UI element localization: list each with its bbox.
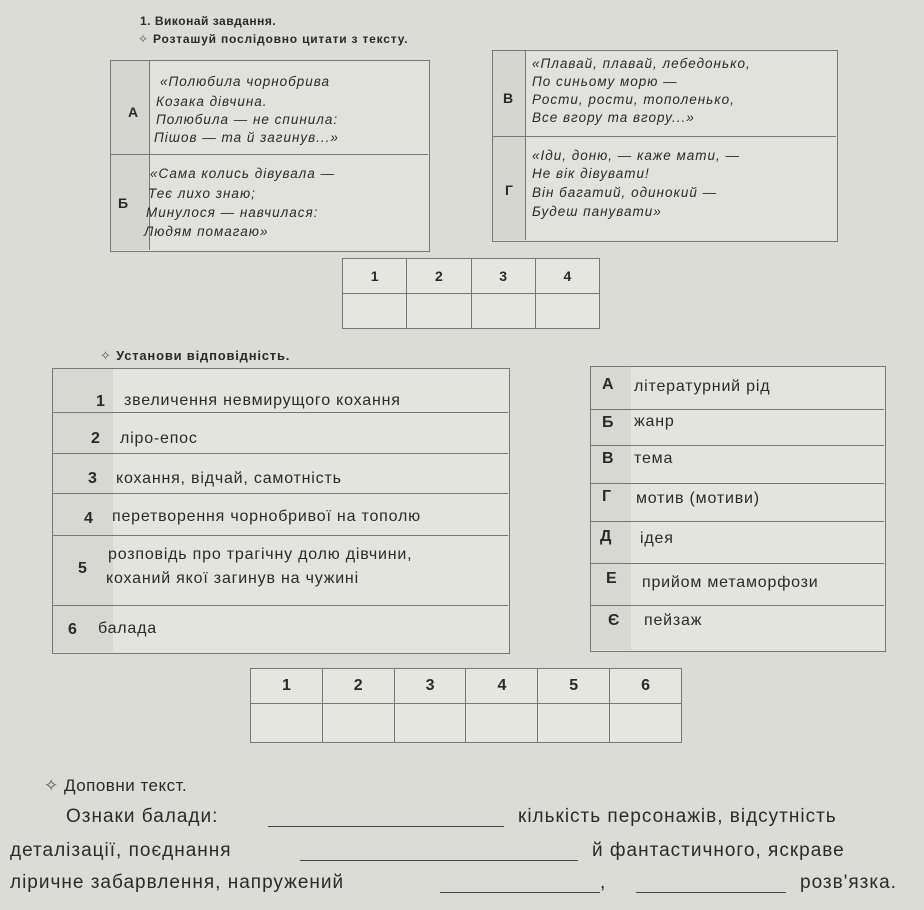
blank-4[interactable] [636,892,786,893]
row-divider [591,521,884,522]
quote-letter-v: В [503,90,514,106]
row-divider [53,605,508,606]
right-letter-g: Г [602,488,612,505]
answer-cell-3[interactable] [471,294,535,329]
quote-g-line-4: Будеш панувати» [532,204,662,219]
answer-header: 4 [466,669,538,704]
row-divider [53,535,508,536]
fill-line1-rest: кількість персонажів, відсутність [518,806,837,827]
fill-line1-label: Ознаки балади: [66,806,219,827]
quote-a-line-2: Козака дівчина. [156,94,268,109]
answer-cell-4[interactable] [466,704,538,743]
task-number: 1. [140,14,152,28]
right-letter-e: Е [606,570,617,587]
left-text-2: ліро-епос [120,430,198,447]
quote-v-line-2: По синьому морю — [532,74,678,89]
row-divider [53,412,508,413]
answer-header: 1 [343,259,407,294]
task-title-text: Виконай завдання. [154,14,277,28]
right-text-ye: пейзаж [644,612,703,629]
quote-b-line-4: Людям помагаю» [144,224,269,239]
left-num-5: 5 [78,560,87,577]
blank-3[interactable] [440,892,600,893]
left-num-1: 1 [96,393,105,410]
quote-divider [493,136,836,137]
left-num-4: 4 [84,510,93,527]
answer-cell-1[interactable] [251,704,323,743]
left-text-5a: розповідь про трагічну долю дівчини, [108,546,413,563]
answer-header: 1 [251,669,323,704]
star-icon: ✧ [44,776,59,795]
quote-g-line-2: Не вік дівувати! [532,166,650,181]
row-divider [53,453,508,454]
answer-grid-2 [250,668,682,743]
quote-b-line-3: Минулося — навчилася: [146,205,319,220]
quote-letter-g: Г [505,182,513,198]
blank-1[interactable] [268,826,504,827]
letter-column [493,51,526,240]
fill-line2-start: деталізації, поєднання [10,840,232,861]
right-text-b: жанр [634,413,675,430]
section3-instruction [44,776,187,796]
left-text-1: звеличення невмирущого кохання [124,392,401,409]
right-letter-v: В [602,450,614,467]
left-text-4: перетворення чорнобривої на тополю [112,508,421,525]
quote-b-line-2: Теє лихо знаю; [148,186,256,201]
section2-instruction [100,348,290,364]
left-num-6: 6 [68,621,77,638]
right-text-g: мотив (мотиви) [636,490,760,507]
quote-v-line-4: Все вгору та вгору...» [532,110,695,125]
star-icon: ✧ [138,32,149,46]
quote-g-line-1: «Іди, доню, — каже мати, — [532,148,740,163]
quote-a-line-3: Полюбила — не спинила: [156,112,339,127]
answer-header: 6 [610,669,682,704]
fill-line3-end: розв'язка. [800,872,897,893]
row-divider [53,493,508,494]
task-title [140,14,276,28]
row-divider [591,563,884,564]
left-num-2: 2 [91,430,100,447]
left-num-3: 3 [88,470,97,487]
answer-grid-1 [342,258,600,329]
quote-v-line-1: «Плавай, плавай, лебедонько, [532,56,751,71]
blank-2[interactable] [300,860,578,861]
answer-header: 4 [535,259,599,294]
left-text-3: кохання, відчай, самотність [116,470,342,487]
fill-line3-start: ліричне забарвлення, напружений [10,872,345,893]
right-letter-ye: Є [608,612,620,629]
answer-cell-3[interactable] [394,704,466,743]
right-text-v: тема [634,450,674,467]
row-divider [591,445,884,446]
answer-header: 3 [394,669,466,704]
answer-cell-5[interactable] [538,704,610,743]
quote-letter-a: А [128,104,139,120]
row-divider [591,605,884,606]
fill-line2-rest: й фантастичного, яскраве [592,840,845,861]
section2-instruction-text: Установи відповідність. [116,348,291,363]
row-divider [591,409,884,410]
section1-instruction-text: Розташуй послідовно цитати з тексту. [153,32,409,46]
matching-right-table [590,366,886,652]
letter-column [111,61,150,250]
answer-cell-6[interactable] [610,704,682,743]
answer-cell-4[interactable] [535,294,599,329]
answer-header: 2 [407,259,471,294]
fill-line3-comma: , [600,872,607,893]
row-divider [591,483,884,484]
quote-letter-b: Б [118,195,129,211]
right-letter-a: А [602,376,614,393]
right-letter-d: Д [600,528,612,545]
left-text-6: балада [98,620,157,637]
right-text-d: ідея [640,530,674,547]
star-icon: ✧ [100,348,112,363]
section1-instruction [138,32,408,46]
quote-a-line-1: «Полюбила чорнобрива [160,74,331,89]
right-text-e: прийом метаморфози [642,574,819,591]
left-text-5b: коханий якої загинув на чужині [106,570,359,587]
answer-cell-1[interactable] [343,294,407,329]
quote-b-line-1: «Сама колись дівувала — [150,166,336,181]
answer-header: 5 [538,669,610,704]
answer-cell-2[interactable] [322,704,394,743]
section3-instruction-text: Доповни текст. [63,776,188,795]
quote-v-line-3: Рости, рости, тополенько, [532,92,735,107]
quote-g-line-3: Він багатий, одинокий — [532,185,718,200]
answer-header: 2 [322,669,394,704]
right-letter-b: Б [602,414,614,431]
quote-a-line-4: Пішов — та й загинув...» [154,130,339,145]
right-text-a: літературний рід [634,378,771,395]
answer-header: 3 [471,259,535,294]
quote-divider [111,154,428,155]
answer-cell-2[interactable] [407,294,471,329]
